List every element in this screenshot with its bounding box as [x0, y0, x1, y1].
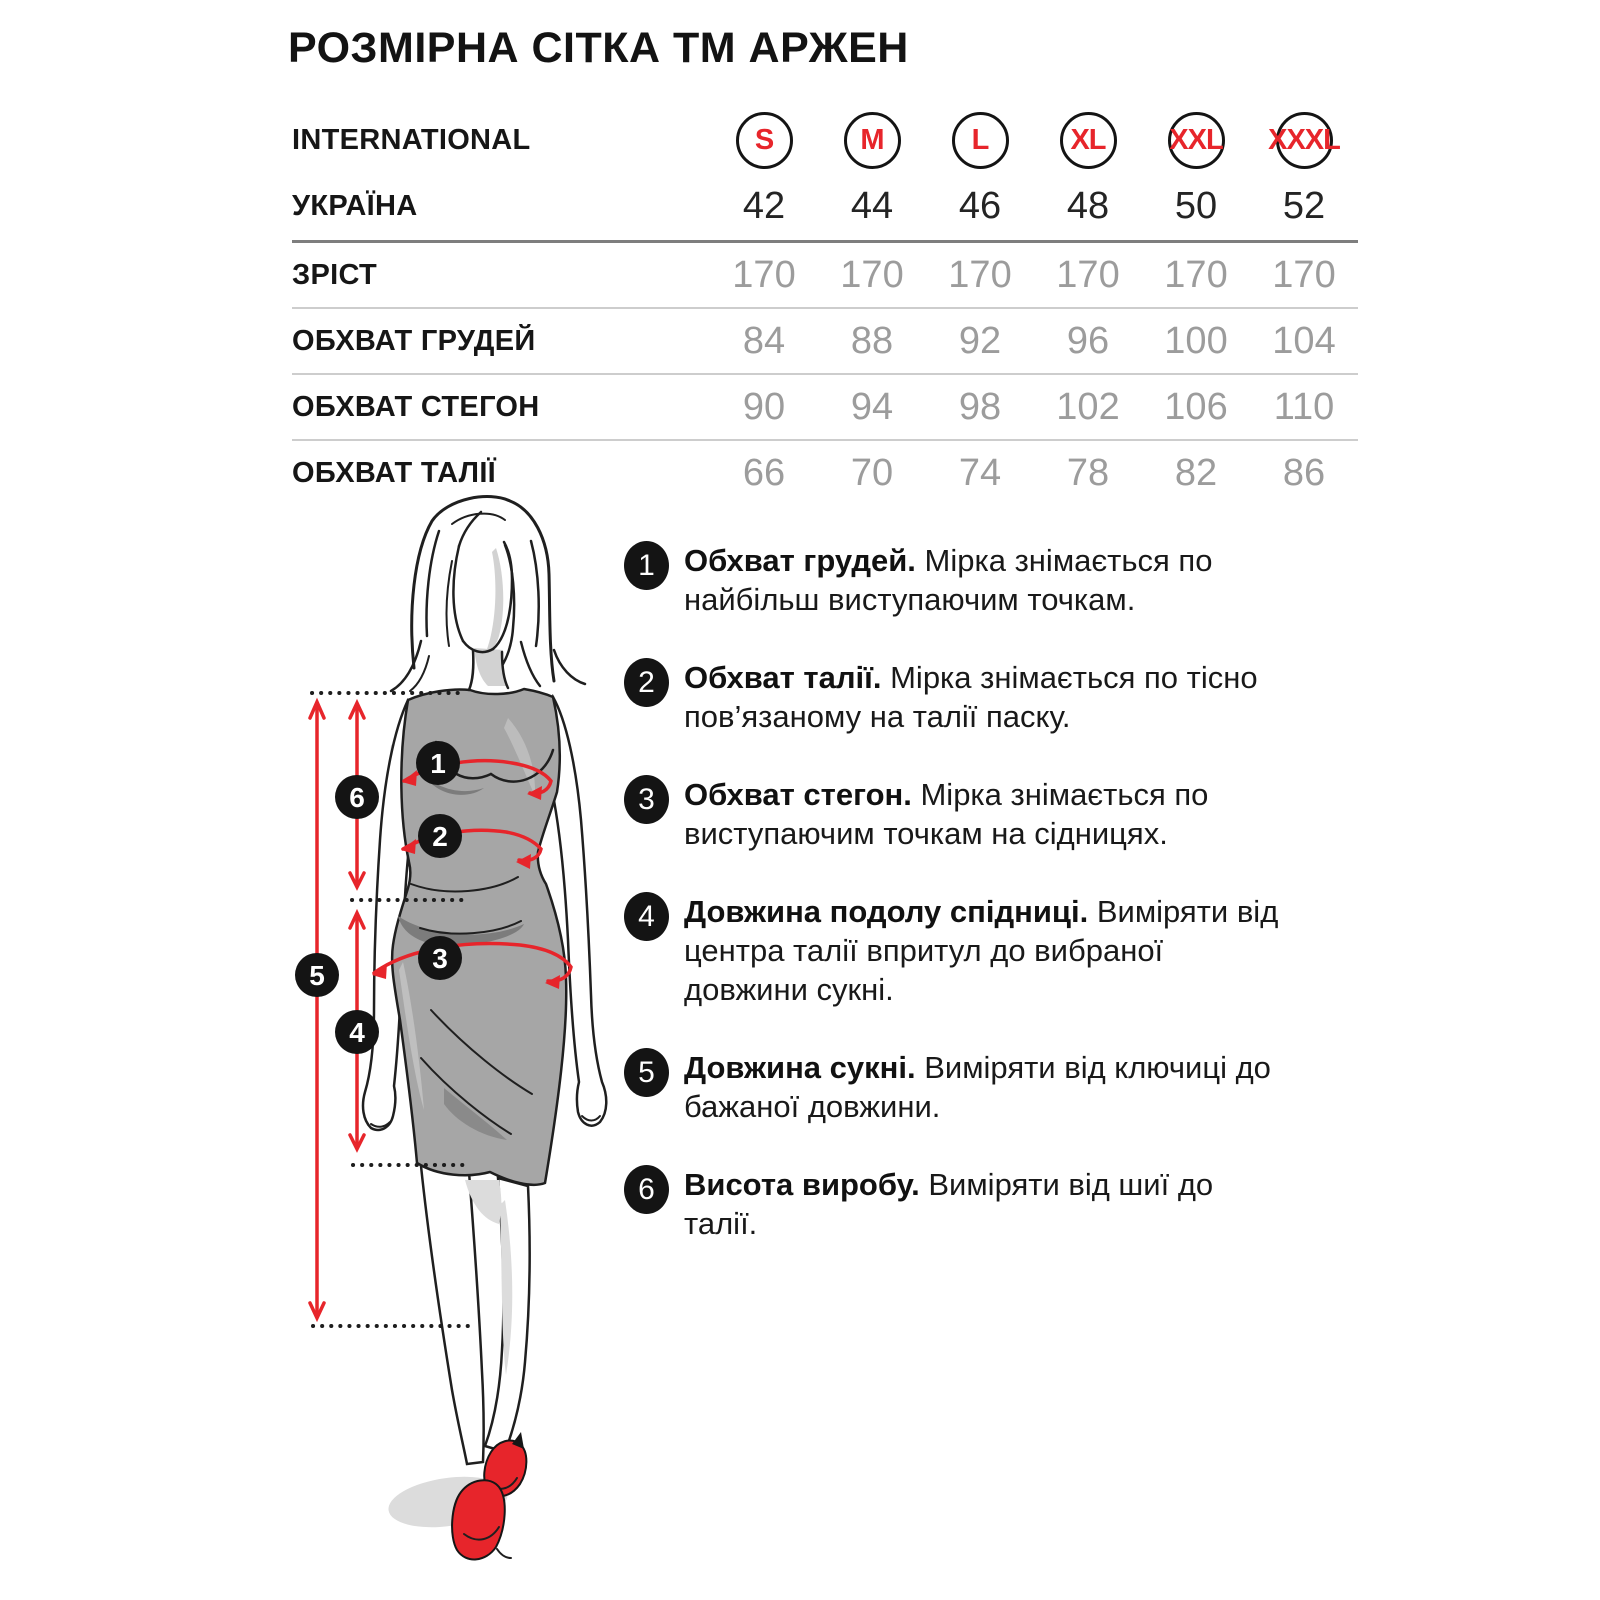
row-label: ОБХВАТ СТЕГОН	[292, 390, 540, 423]
legend-description: Виміряти від ключиці до бажаної довжини.	[684, 1050, 1271, 1124]
neck-line-left	[469, 650, 473, 690]
marker-3	[418, 936, 462, 980]
size-value: 88	[850, 319, 894, 362]
legend-item-5	[624, 1048, 1344, 1126]
legend-number-badge: 2	[624, 658, 669, 707]
size-value: 170	[840, 253, 904, 296]
row-label: УКРАЇНА	[292, 189, 418, 222]
size-table	[292, 108, 1358, 505]
size-value: 86	[1282, 451, 1326, 494]
legend-item-2	[624, 658, 1344, 736]
size-table-row-2	[292, 240, 1358, 307]
size-badge-xxxl: XXXL	[1276, 112, 1333, 169]
size-value: 74	[958, 451, 1002, 494]
size-badge-s: S	[736, 112, 793, 169]
legend-term: Довжина сукні.	[684, 1050, 916, 1085]
legend-text	[684, 658, 1289, 736]
dress-length-arrow	[310, 702, 324, 1318]
size-value: 170	[1272, 253, 1336, 296]
size-value: 100	[1164, 319, 1228, 362]
size-value: 110	[1273, 385, 1335, 428]
size-badge-cell	[1142, 112, 1250, 169]
legend-item-6	[624, 1165, 1344, 1243]
size-badge-cell	[818, 112, 926, 169]
size-value: 70	[850, 451, 894, 494]
size-badge-cell	[1034, 112, 1142, 169]
size-value: 78	[1066, 451, 1110, 494]
legend-item-4	[624, 892, 1344, 1009]
size-value: 90	[742, 385, 786, 428]
legend-description: Мірка знімається по виступаючим точкам на сідницях.	[684, 777, 1209, 851]
legend-term: Довжина подолу спідниці.	[684, 894, 1089, 929]
front-shoe-heel-line	[497, 1549, 511, 1558]
legend-text	[684, 892, 1289, 1009]
row-label: ЗРІСТ	[292, 258, 378, 291]
legend-number-badge: 4	[624, 892, 669, 941]
legend-description: Мірка знімається по тісно пов’язаному на талії паску.	[684, 660, 1258, 734]
row-label: ОБХВАТ ГРУДЕЙ	[292, 324, 536, 357]
page-title: РОЗМІРНА СІТКА ТМ АРЖЕН	[288, 24, 909, 72]
svg-text:2: 2	[432, 821, 448, 852]
size-value: 170	[948, 253, 1012, 296]
size-table-row-3	[292, 307, 1358, 373]
size-table-row-4	[292, 373, 1358, 439]
row-label: INTERNATIONAL	[292, 123, 531, 156]
legend-description: Виміряти від центра талії впритул до вибраної довжини сукні.	[684, 894, 1279, 1007]
legend-number-badge: 1	[624, 541, 669, 590]
size-value: 96	[1066, 319, 1110, 362]
size-value: 44	[850, 184, 894, 227]
legend-term: Обхват стегон.	[684, 777, 912, 812]
size-value: 170	[732, 253, 796, 296]
size-value: 52	[1282, 184, 1326, 227]
row-label: ОБХВАТ ТАЛІЇ	[292, 456, 496, 489]
legend-text	[684, 541, 1289, 619]
front-shoe	[452, 1480, 505, 1559]
svg-text:5: 5	[309, 960, 325, 991]
size-value: 84	[742, 319, 786, 362]
legend-description: Виміряти від шиї до талії.	[684, 1167, 1214, 1241]
marker-1	[416, 741, 460, 785]
measurement-legend	[624, 541, 1344, 1282]
size-badge-cell	[926, 112, 1034, 169]
size-value: 48	[1066, 184, 1110, 227]
size-badge-m: M	[844, 112, 901, 169]
size-value: 50	[1174, 184, 1218, 227]
svg-text:1: 1	[430, 748, 446, 779]
size-value: 104	[1272, 319, 1336, 362]
svg-text:4: 4	[349, 1017, 365, 1048]
size-value: 170	[1056, 253, 1120, 296]
legend-text	[684, 1165, 1289, 1243]
legend-number-badge: 5	[624, 1048, 669, 1097]
size-value: 46	[958, 184, 1002, 227]
legend-item-1	[624, 541, 1344, 619]
legend-item-3	[624, 775, 1344, 853]
size-table-row-0	[292, 108, 1358, 172]
marker-6	[335, 775, 379, 819]
size-value: 82	[1174, 451, 1218, 494]
size-badge-cell	[710, 112, 818, 169]
size-badge-xxl: XXL	[1168, 112, 1225, 169]
legend-term: Висота виробу.	[684, 1167, 920, 1202]
legend-number-badge: 6	[624, 1165, 669, 1214]
legend-description: Мірка знімається по найбільш виступаючим точкам.	[684, 543, 1213, 617]
legend-text	[684, 1048, 1289, 1126]
svg-text:6: 6	[349, 782, 365, 813]
size-value: 102	[1056, 385, 1120, 428]
size-table-row-1	[292, 172, 1358, 240]
legend-text	[684, 775, 1289, 853]
legend-term: Обхват грудей.	[684, 543, 916, 578]
marker-2	[418, 814, 462, 858]
left-leg	[421, 1166, 484, 1464]
size-value: 98	[958, 385, 1002, 428]
size-value: 42	[742, 184, 786, 227]
svg-text:3: 3	[432, 943, 448, 974]
woman-illustration	[363, 497, 606, 1560]
size-badge-cell	[1250, 112, 1358, 169]
size-value: 94	[850, 385, 894, 428]
size-value: 106	[1164, 385, 1228, 428]
size-badge-l: L	[952, 112, 1009, 169]
size-badge-xl: XL	[1060, 112, 1117, 169]
marker-4	[335, 1010, 379, 1054]
size-value: 66	[742, 451, 786, 494]
size-value: 170	[1164, 253, 1228, 296]
face-shading	[487, 548, 503, 649]
legend-number-badge: 3	[624, 775, 669, 824]
legend-term: Обхват талії.	[684, 660, 882, 695]
size-value: 92	[958, 319, 1002, 362]
marker-5	[295, 953, 339, 997]
